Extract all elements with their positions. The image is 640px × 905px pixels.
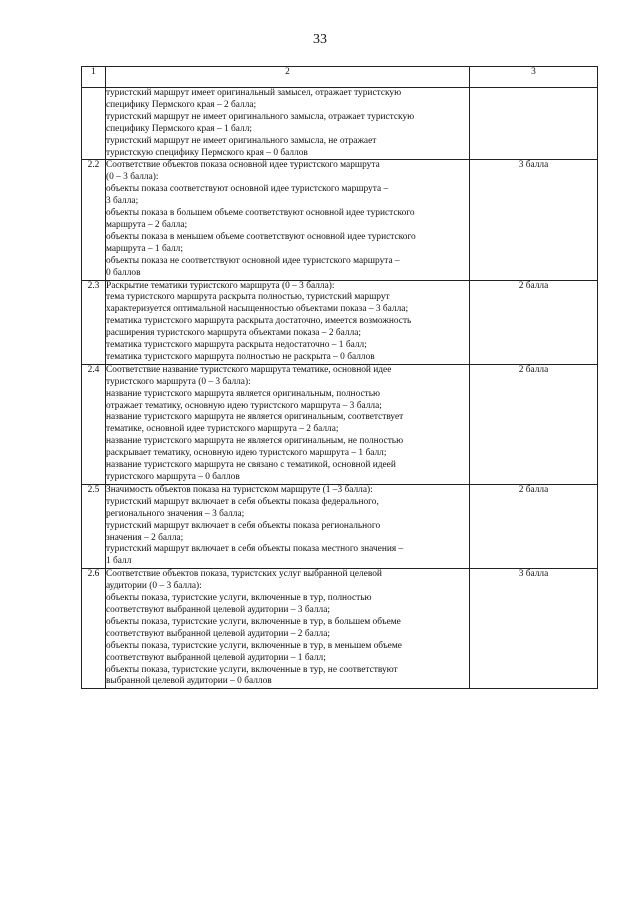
criterion-text-line: туристскую специфику Пермского края – 0 баллов bbox=[106, 147, 308, 158]
criterion-number: 2.5 bbox=[82, 484, 106, 568]
criterion-description bbox=[106, 160, 470, 280]
criterion-text-line: объекты показа в большем объеме соответствуют основной идее туристского bbox=[106, 208, 415, 219]
criterion-text-line: объекты показа, туристские услуги, включенные в тур, в меньшем объеме bbox=[106, 640, 402, 651]
criterion-text-line: объекты показа, туристские услуги, включенные в тур, не соответствуют bbox=[106, 664, 398, 675]
criterion-text-line: отражает тематику, основную идею туристского маршрута – 3 балла; bbox=[106, 400, 382, 411]
criterion-text-line: тематика туристского маршрута раскрыта достаточно, имеется возможность bbox=[106, 316, 412, 327]
table-row bbox=[82, 88, 598, 160]
criterion-text-line: туристский маршрут включает в себя объекты показа федерального, bbox=[106, 496, 379, 507]
criterion-text-line: характеризуется оптимальной насыщенностью объектами показа – 3 балла; bbox=[106, 304, 409, 315]
criterion-text-line: объекты показа, туристские услуги, включенные в тур, в большем объеме bbox=[106, 616, 401, 627]
criteria-table bbox=[81, 66, 598, 689]
criterion-score: 2 балла bbox=[470, 280, 598, 364]
criterion-text-line: туристский маршрут включает в себя объекты показа регионального bbox=[106, 520, 381, 531]
criterion-text-line: соответствуют выбранной целевой аудитории – 3 балла; bbox=[106, 604, 330, 615]
criterion-description bbox=[106, 280, 470, 364]
criterion-text-line: Соответствие название туристского маршрута тематике, основной идее bbox=[106, 364, 392, 375]
column-header-2: 2 bbox=[106, 67, 470, 88]
table-row bbox=[82, 569, 598, 689]
criterion-text-line: объекты показа не соответствуют основной идее туристского маршрута – bbox=[106, 255, 400, 266]
criterion-text-line: соответствуют выбранной целевой аудитории – 1 балл; bbox=[106, 652, 326, 663]
criterion-text-line: тематика туристского маршрута раскрыта недостаточно – 1 балл; bbox=[106, 340, 367, 351]
criterion-text-line: объекты показа соответствуют основной идее туристского маршрута – bbox=[106, 184, 389, 195]
criterion-text-line: аудитории (0 – 3 балла): bbox=[106, 581, 202, 592]
criterion-text-line: Соответствие объектов показа основной идее туристского маршрута bbox=[106, 160, 380, 171]
criterion-score: 2 балла bbox=[470, 484, 598, 568]
criterion-text-line: объекты показа, туристские услуги, включенные в тур, полностью bbox=[106, 593, 372, 604]
criterion-text-line: выбранной целевой аудитории – 0 баллов bbox=[106, 676, 272, 687]
criterion-text-line: специфику Пермского края – 1 балл; bbox=[106, 123, 252, 134]
criterion-text-line: туристский маршрут имеет оригинальный замысел, отражает туристскую bbox=[106, 88, 402, 98]
criterion-number: 2.3 bbox=[82, 280, 106, 364]
criterion-text-line: название туристского маршрута не связано с тематикой, основной идеей bbox=[106, 460, 396, 471]
page-number: 33 bbox=[313, 32, 327, 47]
criterion-text-line: (0 – 3 балла): bbox=[106, 172, 159, 183]
criterion-text-line: название туристского маршрута не является оригинальным, не полностью bbox=[106, 436, 404, 447]
criterion-text-line: туристский маршрут включает в себя объекты показа местного значения – bbox=[106, 544, 404, 555]
criterion-description bbox=[106, 569, 470, 689]
criterion-description bbox=[106, 364, 470, 484]
criterion-number bbox=[82, 88, 106, 160]
criterion-description bbox=[106, 88, 470, 160]
criterion-text-line: туристский маршрут не имеет оригинального замысла, отражает туристскую bbox=[106, 111, 415, 122]
criterion-score: 3 балла bbox=[470, 160, 598, 280]
criterion-text-line: объекты показа в меньшем объеме соответствуют основной идее туристского bbox=[106, 231, 416, 242]
criterion-text-line: специфику Пермского края – 2 балла; bbox=[106, 99, 257, 110]
table-row bbox=[82, 364, 598, 484]
criterion-text-line: тема туристского маршрута раскрыта полностью, туристский маршрут bbox=[106, 292, 390, 303]
criterion-score bbox=[470, 88, 598, 160]
criterion-number: 2.2 bbox=[82, 160, 106, 280]
criterion-text-line: 3 балла; bbox=[106, 196, 139, 207]
table-row bbox=[82, 484, 598, 568]
column-header-3: 3 bbox=[470, 67, 598, 88]
criterion-text-line: Значимость объектов показа на туристском маршруте (1 –3 балла): bbox=[106, 484, 373, 495]
table-row bbox=[82, 160, 598, 280]
criterion-text-line: регионального значения – 3 балла; bbox=[106, 508, 245, 519]
table-row bbox=[82, 280, 598, 364]
criterion-text-line: 1 балл bbox=[106, 556, 132, 567]
criterion-text-line: маршрута – 2 балла; bbox=[106, 219, 188, 230]
criterion-text-line: тематика туристского маршрута полностью не раскрыта – 0 баллов bbox=[106, 351, 375, 362]
criterion-text-line: раскрывает тематику, основную идею туристского маршрута – 1 балл; bbox=[106, 448, 387, 459]
criterion-text-line: туристский маршрут не имеет оригинального замысла, не отражает bbox=[106, 135, 377, 146]
criterion-text-line: маршрута – 1 балл; bbox=[106, 243, 183, 254]
table-header-row bbox=[82, 67, 598, 88]
criterion-text-line: соответствуют выбранной целевой аудитории – 2 балла; bbox=[106, 628, 330, 639]
criterion-text-line: название туристского маршрута является оригинальным, полностью bbox=[106, 388, 381, 399]
criterion-score: 3 балла bbox=[470, 569, 598, 689]
criterion-text-line: Раскрытие тематики туристского маршрута (0 – 3 балла): bbox=[106, 280, 335, 291]
criterion-description bbox=[106, 484, 470, 568]
criteria-table-body bbox=[82, 67, 598, 689]
criterion-text-line: значения – 2 балла; bbox=[106, 532, 184, 543]
criterion-number: 2.4 bbox=[82, 364, 106, 484]
criterion-text-line: название туристского маршрута не является оригинальным, соответствует bbox=[106, 412, 404, 423]
criterion-number: 2.6 bbox=[82, 569, 106, 689]
criterion-text-line: 0 баллов bbox=[106, 267, 141, 278]
column-header-1: 1 bbox=[82, 67, 106, 88]
criterion-score: 2 балла bbox=[470, 364, 598, 484]
criterion-text-line: Соответствие объектов показа, туристских услуг выбранной целевой bbox=[106, 569, 382, 580]
criterion-text-line: расширения туристского маршрута объектами показа – 2 балла; bbox=[106, 328, 362, 339]
criterion-text-line: тематике, основной идее туристского маршрута – 2 балла; bbox=[106, 424, 339, 435]
criterion-text-line: туристского маршрута (0 – 3 балла): bbox=[106, 376, 251, 387]
criterion-text-line: туристского маршрута – 0 баллов bbox=[106, 472, 240, 482]
